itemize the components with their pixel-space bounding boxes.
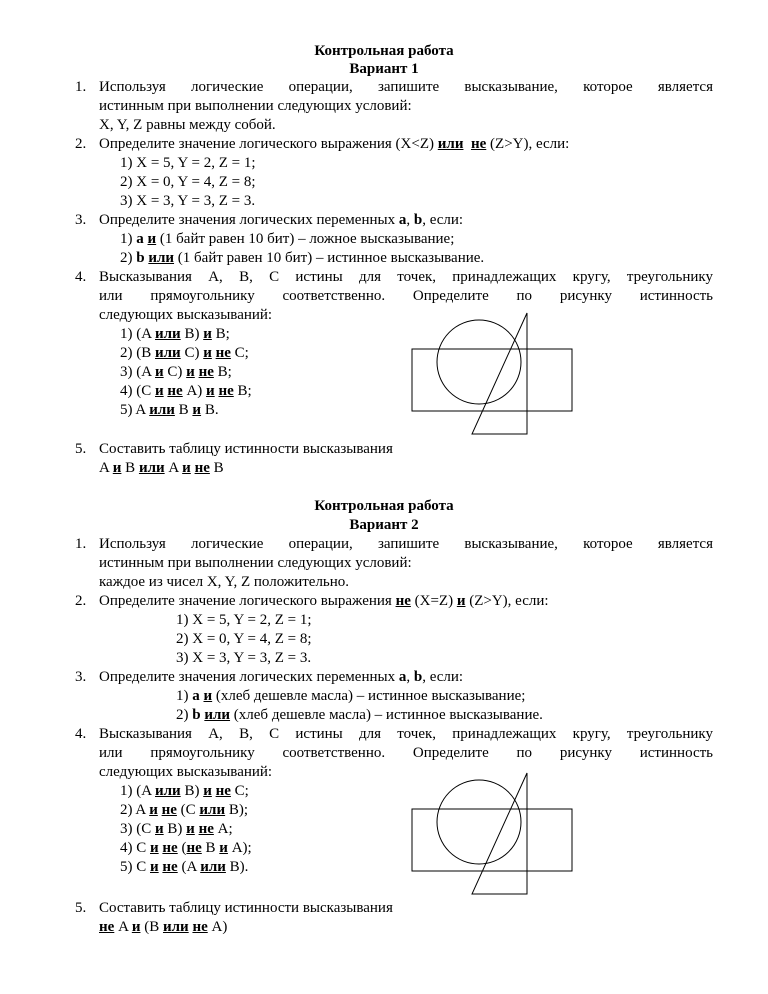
v2-t3-item: 1) a и (хлеб дешевле масла) – истинное высказывание; bbox=[176, 688, 526, 704]
v2-variant: Вариант 2 bbox=[349, 517, 419, 533]
v1-t2-num: 2. bbox=[75, 136, 87, 152]
v2-t1-line1: Используя логические операции, запишите высказывание, которое является bbox=[99, 536, 713, 552]
v2-t1-line2: истинным при выполнении следующих условий: bbox=[99, 555, 412, 571]
v1-t4-expr: 4) (C и не A) и не B; bbox=[120, 383, 252, 399]
v1-variant: Вариант 1 bbox=[349, 61, 419, 77]
v1-t4-line3: следующих высказываний: bbox=[99, 307, 273, 323]
v1-t4-expr: 1) (A или B) и B; bbox=[120, 326, 230, 342]
v2-t4-expr: 3) (C и B) и не A; bbox=[120, 821, 233, 837]
v1-t2-item: 2) X = 0, Y = 4, Z = 8; bbox=[120, 174, 256, 190]
v1-t5-expr: A и B или A и не B bbox=[99, 460, 224, 476]
v2-t3-text: Определите значения логических переменных a, b, если: bbox=[99, 669, 464, 685]
v2-t4-expr: 4) C и не (не B и A); bbox=[120, 840, 252, 856]
v2-t4-line1: Высказывания A, B, C истины для точек, принадлежащих кругу, треугольнику bbox=[99, 726, 713, 742]
v2-t3-num: 3. bbox=[75, 669, 87, 685]
v2-t1-line3: каждое из чисел X, Y, Z положительно. bbox=[99, 574, 350, 590]
v1-t1-line1: Используя логические операции, запишите высказывание, которое является bbox=[99, 79, 713, 95]
v1-t5-num: 5. bbox=[75, 441, 87, 457]
circle-a bbox=[437, 780, 521, 864]
v2-t2-item: 3) X = 3, Y = 3, Z = 3. bbox=[176, 650, 312, 666]
v2-t3-item: 2) b или (хлеб дешевле масла) – истинное высказывание. bbox=[176, 707, 543, 723]
v2-t5-num: 5. bbox=[75, 900, 87, 916]
v2-t5-line1: Составить таблицу истинности высказывания bbox=[99, 900, 393, 916]
v1-venn-figure bbox=[410, 308, 580, 438]
v2-t4-expr: 1) (A или B) и не C; bbox=[120, 783, 249, 799]
v2-t2-item: 2) X = 0, Y = 4, Z = 8; bbox=[176, 631, 312, 647]
v1-t4-line2: или прямоугольнику соответственно. Определите по рисунку истинность bbox=[99, 288, 713, 304]
triangle-b bbox=[472, 313, 527, 434]
v2-venn-figure bbox=[410, 768, 580, 898]
v1-t4-num: 4. bbox=[75, 269, 87, 285]
v1-t1-num: 1. bbox=[75, 79, 87, 95]
v1-t1-line3: X, Y, Z равны между собой. bbox=[99, 117, 276, 133]
v1-t4-expr: 2) (B или C) и не C; bbox=[120, 345, 249, 361]
v1-t4-line1: Высказывания A, B, C истины для точек, принадлежащих кругу, треугольнику bbox=[99, 269, 713, 285]
v1-t3-item: 1) a и (1 байт равен 10 бит) – ложное высказывание; bbox=[120, 231, 455, 247]
v1-t4-expr: 3) (A и C) и не B; bbox=[120, 364, 232, 380]
v2-t4-line2: или прямоугольнику соответственно. Определите по рисунку истинность bbox=[99, 745, 713, 761]
v2-t1-num: 1. bbox=[75, 536, 87, 552]
v2-t4-expr: 5) C и не (A или B). bbox=[120, 859, 249, 875]
v2-t2-text: Определите значение логического выражения не (X=Z) и (Z>Y), если: bbox=[99, 593, 549, 609]
v1-t5-line1: Составить таблицу истинности высказывания bbox=[99, 441, 393, 457]
v1-t2-item: 1) X = 5, Y = 2, Z = 1; bbox=[120, 155, 256, 171]
v1-t3-text: Определите значения логических переменных a, b, если: bbox=[99, 212, 464, 228]
v1-t3-item: 2) b или (1 байт равен 10 бит) – истинное высказывание. bbox=[120, 250, 485, 266]
v1-t4-expr: 5) A или B и B. bbox=[120, 402, 219, 418]
v1-title: Контрольная работа bbox=[314, 43, 454, 59]
v1-t1-line2: истинным при выполнении следующих условий: bbox=[99, 98, 412, 114]
triangle-b bbox=[472, 773, 527, 894]
v2-t5-expr: не A и (B или не A) bbox=[99, 919, 228, 935]
v2-title: Контрольная работа bbox=[314, 498, 454, 514]
circle-a bbox=[437, 320, 521, 404]
v1-t3-num: 3. bbox=[75, 212, 87, 228]
v2-t2-item: 1) X = 5, Y = 2, Z = 1; bbox=[176, 612, 312, 628]
v1-t2-item: 3) X = 3, Y = 3, Z = 3. bbox=[120, 193, 256, 209]
v1-t2-text: Определите значение логического выражения (X<Z) или не (Z>Y), если: bbox=[99, 136, 570, 152]
v2-t2-num: 2. bbox=[75, 593, 87, 609]
v2-t4-expr: 2) A и не (C или B); bbox=[120, 802, 249, 818]
v2-t4-num: 4. bbox=[75, 726, 87, 742]
v2-t4-line3: следующих высказываний: bbox=[99, 764, 273, 780]
